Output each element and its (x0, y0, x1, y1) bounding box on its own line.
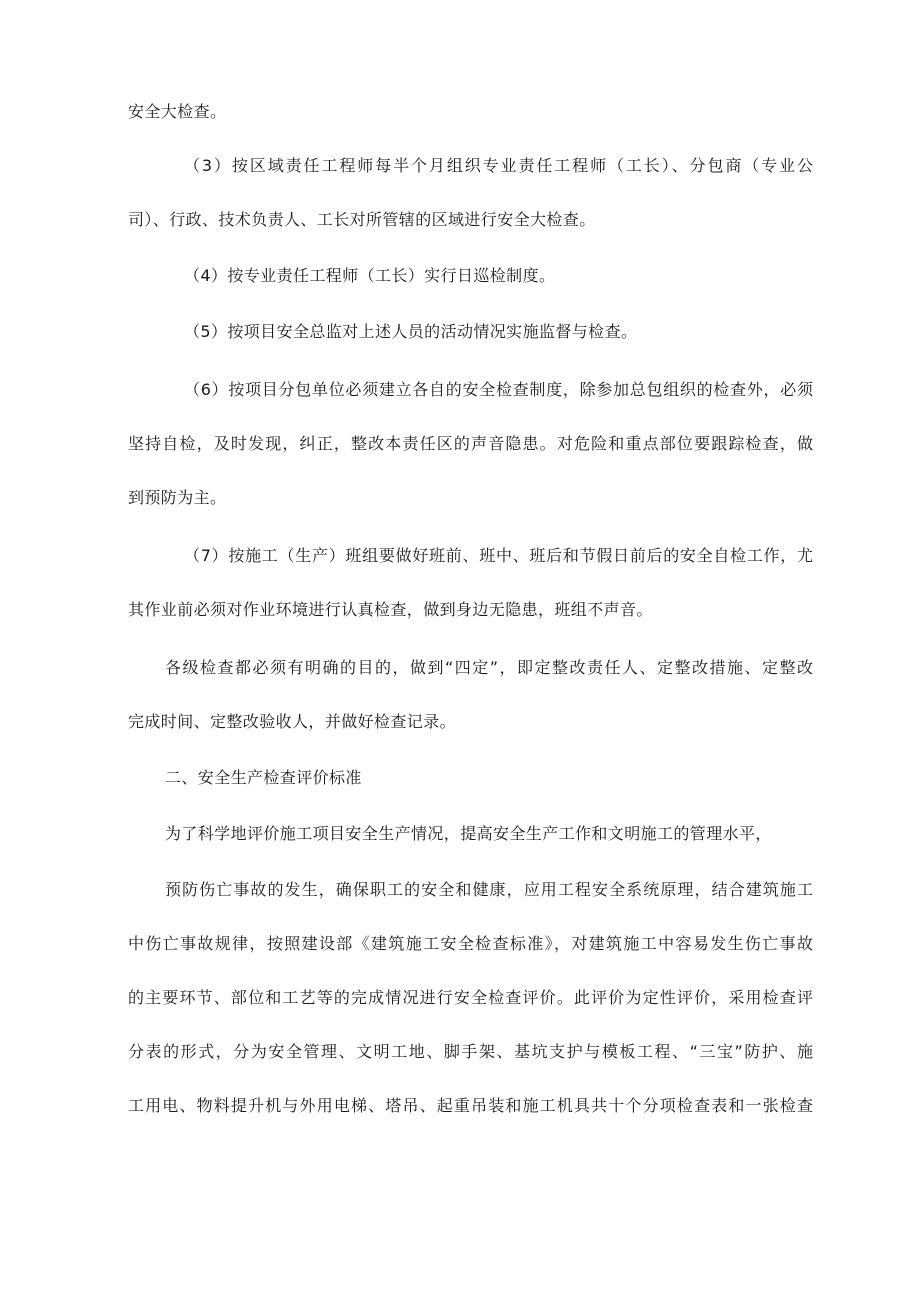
evaluation-paragraph-line-1: 为了科学地评价施工项目安全生产情况，提高安全生产工作和文明施工的管理水平， (165, 824, 772, 843)
text-line: 安全大检查。 (128, 102, 227, 121)
paragraph-6-line-1: （6）按项目分包单位必须建立各自的安全检查制度，除参加总包组织的检查外，必须 (184, 380, 813, 399)
paragraph-7-line-1: （7）按施工（生产）班组要做好班前、班中、班后和节假日前后的安全自检工作，尤 (184, 546, 813, 565)
inspection-paragraph-line-1: 各级检查都必须有明确的目的，做到“四定”，即定整改责任人、定整改措施、定整改 (165, 658, 813, 677)
paragraph-3-line-1: （3）按区域责任工程师每半个月组织专业责任工程师（工长）、分包商（专业公 (184, 156, 813, 175)
evaluation-paragraph-line-6: 工用电、物料提升机与外用电梯、塔吊、起重吊装和施工机具共十个分项检查表和一张检查 (128, 1096, 813, 1115)
section-heading: 二、安全生产检查评价标准 (165, 768, 362, 787)
evaluation-paragraph-line-2: 预防伤亡事故的发生，确保职工的安全和健康，应用工程安全系统原理，结合建筑施工 (165, 880, 813, 899)
paragraph-5: （5）按项目安全总监对上述人员的活动情况实施监督与检查。 (184, 322, 638, 341)
inspection-paragraph-line-2: 完成时间、定整改验收人，并做好检查记录。 (128, 712, 457, 731)
paragraph-7-line-2: 其作业前必须对作业环境进行认真检查，做到身边无隐患，班组不声音。 (128, 600, 653, 619)
evaluation-paragraph-line-5: 分表的形式，分为安全管理、文明工地、脚手架、基坑支护与模板工程、“三宝”防护、施 (128, 1042, 813, 1061)
paragraph-6-line-3: 到预防为主。 (128, 488, 227, 507)
evaluation-paragraph-line-4: 的主要环节、部位和工艺等的完成情况进行安全检查评价。此评价为定性评价，采用检查评 (128, 988, 813, 1007)
paragraph-3-line-2: 司）、行政、技术负责人、工长对所管辖的区域进行安全大检查。 (128, 210, 596, 229)
paragraph-6-line-2: 坚持自检，及时发现，纠正，整改本责任区的声音隐患。对危险和重点部位要跟踪检查，做 (128, 434, 813, 453)
evaluation-paragraph-line-3: 中伤亡事故规律，按照建设部《建筑施工安全检查标准》，对建筑施工中容易发生伤亡事故 (128, 934, 813, 953)
paragraph-4: （4）按专业责任工程师（工长）实行日巡检制度。 (184, 266, 556, 285)
